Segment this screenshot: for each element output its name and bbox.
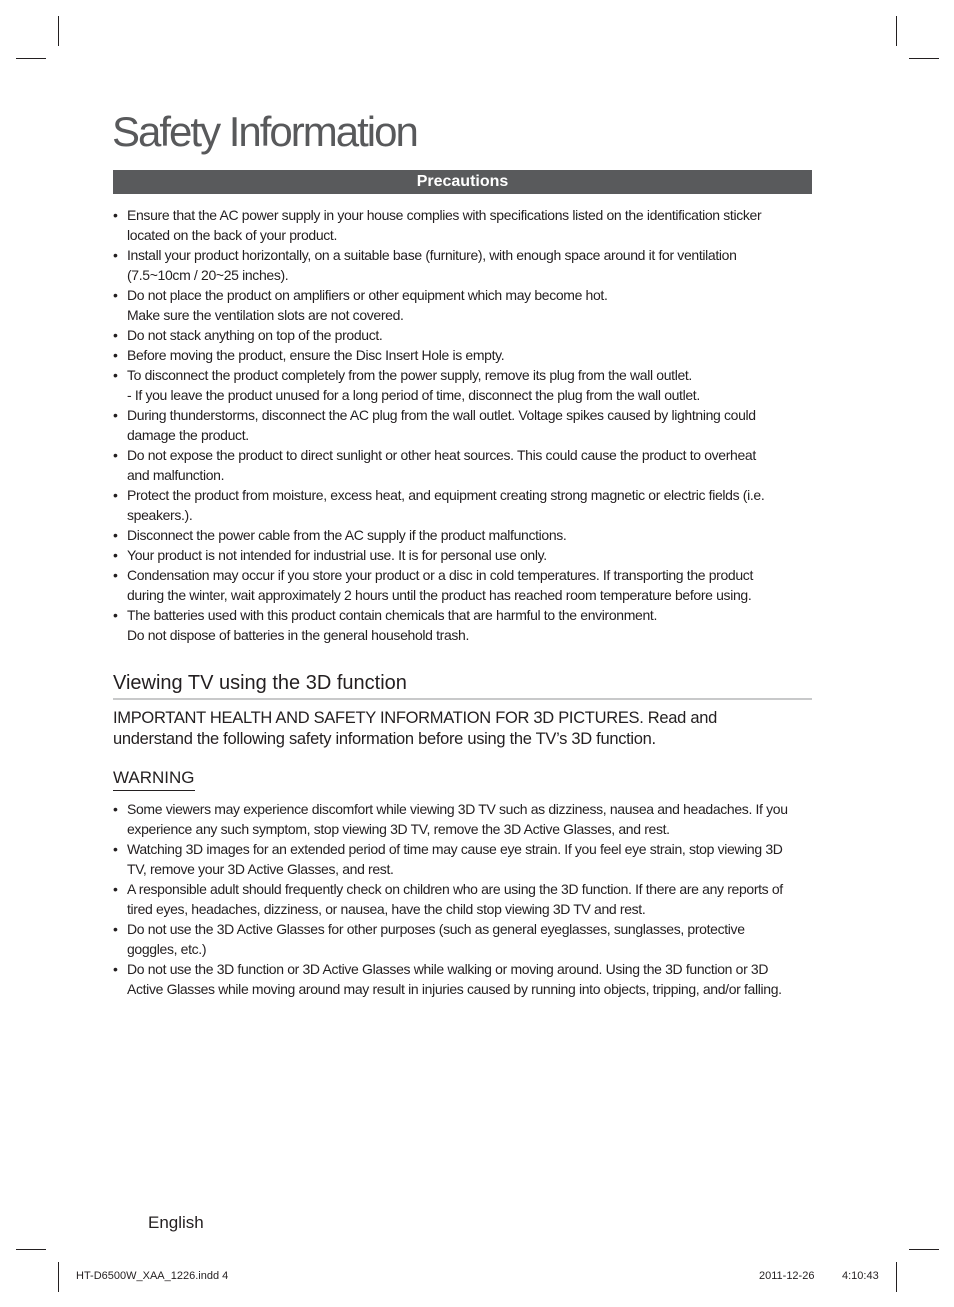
list-item — [113, 959, 813, 999]
crop-mark — [58, 1262, 59, 1292]
list-item-line: • Disconnect the power cable from the AC supply if the product malfunctions. — [127, 527, 567, 543]
list-item-line: • Do not use the 3D Active Glasses for other purposes (such as general eyeglasses, sunglasses, protective — [127, 921, 745, 937]
list-item — [113, 445, 813, 485]
list-item-line: Do not dispose of batteries in the general household trash. — [127, 627, 470, 643]
precautions-header: Precautions — [113, 170, 812, 194]
list-item-line: • Condensation may occur if you store your product or a disc in cold temperatures. If transporting the product — [127, 567, 753, 583]
list-item-line: Active Glasses while moving around may result in injuries caused by running into objects, tripping, and/or falling. — [127, 981, 782, 997]
list-item — [113, 605, 813, 645]
crop-mark — [896, 1262, 897, 1292]
precautions-list — [113, 205, 813, 645]
crop-mark — [896, 16, 897, 46]
list-item-line: • Before moving the product, ensure the Disc Insert Hole is empty. — [127, 347, 505, 363]
important-line: IMPORTANT HEALTH AND SAFETY INFORMATION FOR 3D PICTURES. Read and — [113, 709, 717, 727]
list-item-line: • Your product is not intended for industrial use. It is for personal use only. — [127, 547, 547, 563]
list-item — [113, 285, 813, 325]
crop-mark — [16, 58, 46, 59]
list-item-line: • Install your product horizontally, on a suitable base (furniture), with enough space around it for ventilation — [127, 247, 737, 263]
list-item-line: experience any such symptom, stop viewing 3D TV, remove the 3D Active Glasses, and rest. — [127, 821, 670, 837]
list-item — [113, 205, 813, 245]
list-item — [113, 545, 813, 565]
crop-mark — [58, 16, 59, 46]
list-item-line: speakers.). — [127, 507, 193, 523]
list-item-line: damage the product. — [127, 427, 249, 443]
list-item-line: TV, remove your 3D Active Glasses, and rest. — [127, 861, 394, 877]
list-item — [113, 485, 813, 525]
list-item-line: Make sure the ventilation slots are not covered. — [127, 307, 404, 323]
viewing-3d-heading: Viewing TV using the 3D function — [113, 670, 812, 700]
list-item — [113, 839, 813, 879]
list-item — [113, 325, 813, 345]
list-item — [113, 565, 813, 605]
language-label: English — [148, 1213, 204, 1232]
warning-label: WARNING — [113, 767, 195, 791]
list-item-line: • Ensure that the AC power supply in your house complies with specifications listed on the identification sticker — [127, 207, 762, 223]
list-item-line: • During thunderstorms, disconnect the AC plug from the wall outlet. Voltage spikes caused by lightning could — [127, 407, 756, 423]
list-item-line: • Watching 3D images for an extended period of time may cause eye strain. If you feel eye strain, stop viewing 3D — [127, 841, 783, 857]
list-item-line: • The batteries used with this product contain chemicals that are harmful to the environment. — [127, 607, 657, 623]
list-item-line: • Some viewers may experience discomfort while viewing 3D TV such as dizziness, nausea and headaches. If you — [127, 801, 788, 817]
footer-language — [148, 1212, 204, 1234]
page-title: Safety Information — [112, 108, 417, 155]
list-item-line: goggles, etc.) — [127, 941, 207, 957]
warning-list — [113, 799, 813, 999]
list-item — [113, 245, 813, 285]
list-item-line: • Do not stack anything on top of the product. — [127, 327, 383, 343]
list-item-line: • Do not place the product on amplifiers or other equipment which may become hot. — [127, 287, 608, 303]
crop-mark — [909, 1249, 939, 1250]
list-item-line: • Do not use the 3D function or 3D Active Glasses while walking or moving around. Using the 3D function or 3D — [127, 961, 769, 977]
list-item-line: during the winter, wait approximately 2 hours until the product has reached room temperature before using. — [127, 587, 752, 603]
important-line: understand the following safety information before using the TV’s 3D function. — [113, 730, 656, 748]
list-item-line: • A responsible adult should frequently check on children who are using the 3D function. If there are any reports of — [127, 881, 783, 897]
slug-date: 2011-12-26 — [759, 1270, 815, 1282]
list-item — [113, 919, 813, 959]
list-item-line: • Do not expose the product to direct sunlight or other heat sources. This could cause the product to overheat — [127, 447, 756, 463]
list-item-line: and malfunction. — [127, 467, 225, 483]
list-item — [113, 365, 813, 405]
list-item-line: • To disconnect the product completely from the power supply, remove its plug from the wall outlet. — [127, 367, 692, 383]
crop-mark — [16, 1249, 46, 1250]
list-item — [113, 799, 813, 839]
slug-time: 4:10:43 — [842, 1270, 879, 1282]
list-item-line: • Protect the product from moisture, excess heat, and equipment creating strong magnetic or electric fields (i.e. — [127, 487, 765, 503]
slug-file-name: HT-D6500W_XAA_1226.indd 4 — [76, 1270, 229, 1282]
list-item-line: tired eyes, headaches, dizziness, or nausea, have the child stop viewing 3D TV and rest. — [127, 901, 646, 917]
list-item — [113, 345, 813, 365]
list-item-line: (7.5~10cm / 20~25 inches). — [127, 267, 289, 283]
list-item-line: located on the back of your product. — [127, 227, 337, 243]
list-item — [113, 525, 813, 545]
list-item-line: - If you leave the product unused for a long period of time, disconnect the plug from the wall outlet. — [127, 387, 700, 403]
list-item — [113, 405, 813, 445]
important-health-notice — [113, 708, 813, 750]
list-item — [113, 879, 813, 919]
crop-mark — [909, 58, 939, 59]
